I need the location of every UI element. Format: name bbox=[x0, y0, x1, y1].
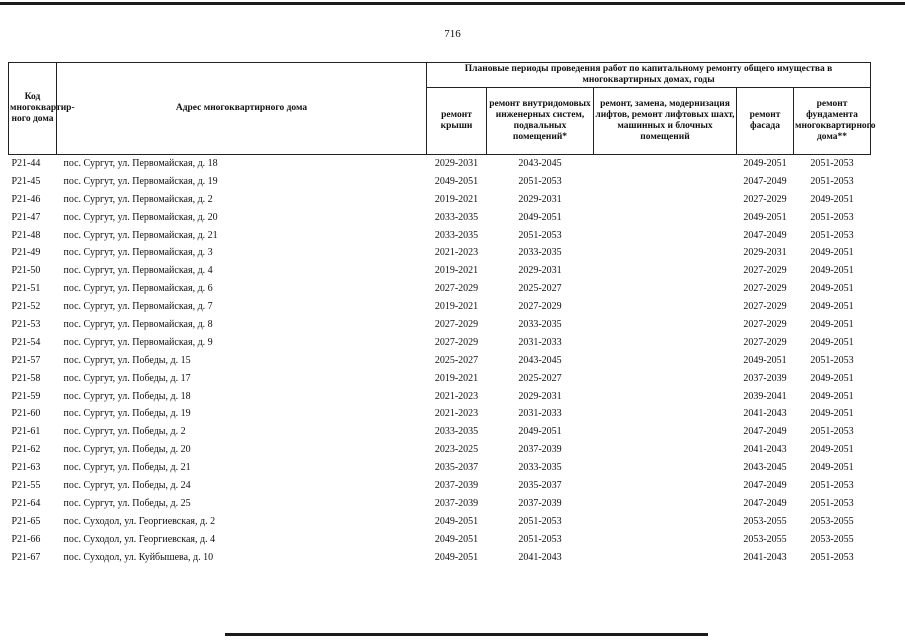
cell-code: Р21-48 bbox=[11, 229, 41, 241]
cell-roof: 2049-2051 bbox=[434, 533, 479, 545]
cell-systems: 2049-2051 bbox=[518, 211, 562, 223]
cell-address: пос. Сургут, ул. Первомайская, д. 3 bbox=[63, 247, 213, 259]
cell-facade: 2039-2041 bbox=[743, 390, 787, 402]
cell-facade: 2053-2055 bbox=[743, 533, 787, 545]
cell-address: пос. Сургут, ул. Первомайская, д. 7 bbox=[63, 301, 213, 313]
cell-roof: 2033-2035 bbox=[434, 229, 479, 241]
cell-foundation: 2049-2051 bbox=[810, 318, 854, 330]
table-row bbox=[9, 352, 871, 370]
cell-roof: 2021-2023 bbox=[434, 247, 479, 259]
cell-facade: 2047-2049 bbox=[743, 175, 787, 187]
cell-systems: 2033-2035 bbox=[518, 247, 562, 259]
cell-address: пос. Сургут, ул. Первомайская, д. 9 bbox=[63, 336, 213, 348]
cell-facade: 2027-2029 bbox=[743, 283, 787, 295]
cell-foundation: 2049-2051 bbox=[810, 408, 854, 420]
cell-roof: 2037-2039 bbox=[434, 497, 479, 509]
cell-code: Р21-64 bbox=[11, 497, 41, 509]
cell-address: пос. Сургут, ул. Победы, д. 21 bbox=[63, 462, 191, 474]
cell-foundation: 2051-2053 bbox=[810, 175, 854, 187]
cell-elevators bbox=[594, 423, 737, 441]
cell-systems: 2031-2033 bbox=[518, 336, 562, 348]
cell-elevators bbox=[594, 155, 737, 173]
cell-foundation: 2049-2051 bbox=[810, 336, 854, 348]
cell-code: Р21-54 bbox=[11, 336, 41, 348]
cell-facade: 2027-2029 bbox=[743, 318, 787, 330]
table-row bbox=[9, 459, 871, 477]
cell-facade: 2037-2039 bbox=[743, 372, 787, 384]
cell-roof: 2029-2031 bbox=[434, 157, 479, 169]
page-number: 716 bbox=[444, 28, 461, 40]
cell-systems: 2035-2037 bbox=[518, 479, 562, 491]
cell-roof: 2023-2025 bbox=[434, 444, 479, 456]
cell-code: Р21-53 bbox=[11, 318, 41, 330]
cell-foundation: 2051-2053 bbox=[810, 229, 854, 241]
cell-systems: 2033-2035 bbox=[518, 462, 562, 474]
cell-elevators bbox=[594, 227, 737, 245]
cell-roof: 2033-2035 bbox=[434, 211, 479, 223]
cell-roof: 2025-2027 bbox=[434, 354, 479, 366]
cell-roof: 2021-2023 bbox=[434, 390, 479, 402]
cell-address: пос. Сургут, ул. Первомайская, д. 18 bbox=[63, 157, 218, 169]
cell-systems: 2051-2053 bbox=[518, 533, 562, 545]
cell-elevators bbox=[594, 262, 737, 280]
cell-elevators bbox=[594, 316, 737, 334]
cell-address: пос. Сургут, ул. Победы, д. 25 bbox=[63, 497, 191, 509]
cell-elevators bbox=[594, 352, 737, 370]
cell-facade: 2043-2045 bbox=[743, 462, 787, 474]
table-row bbox=[9, 173, 871, 191]
cell-facade: 2029-2031 bbox=[743, 247, 787, 259]
cell-code: Р21-46 bbox=[11, 193, 41, 205]
cell-elevators bbox=[594, 280, 737, 298]
table-row bbox=[9, 549, 871, 567]
table-row bbox=[9, 370, 871, 388]
cell-elevators bbox=[594, 191, 737, 209]
cell-facade: 2047-2049 bbox=[743, 426, 787, 438]
cell-address: пос. Сургут, ул. Победы, д. 17 bbox=[63, 372, 191, 384]
table-row bbox=[9, 495, 871, 513]
cell-facade: 2047-2049 bbox=[743, 497, 787, 509]
cell-systems: 2051-2053 bbox=[518, 229, 562, 241]
cell-code: Р21-61 bbox=[11, 426, 41, 438]
cell-systems: 2043-2045 bbox=[518, 157, 562, 169]
cell-code: Р21-67 bbox=[11, 551, 41, 563]
cell-address: пос. Суходол, ул. Куйбышева, д. 10 bbox=[63, 551, 214, 563]
cell-elevators bbox=[594, 209, 737, 227]
cell-code: Р21-50 bbox=[11, 265, 41, 277]
header-address: Адрес многоквартирного дома bbox=[57, 63, 427, 155]
cell-facade: 2041-2043 bbox=[743, 408, 787, 420]
cell-foundation: 2053-2055 bbox=[810, 515, 854, 527]
cell-systems: 2043-2045 bbox=[518, 354, 562, 366]
cell-address: пос. Суходол, ул. Георгиевская, д. 2 bbox=[63, 515, 216, 527]
header-group: Плановые периоды проведения работ по капитальному ремонту общего имущества в многоквартирных домах, годы bbox=[427, 63, 871, 88]
cell-elevators bbox=[594, 531, 737, 549]
cell-systems: 2037-2039 bbox=[518, 497, 562, 509]
cell-elevators bbox=[594, 459, 737, 477]
cell-roof: 2019-2021 bbox=[434, 265, 479, 277]
cell-address: пос. Сургут, ул. Победы, д. 24 bbox=[63, 479, 191, 491]
cell-foundation: 2051-2053 bbox=[810, 157, 854, 169]
table-row bbox=[9, 388, 871, 406]
cell-address: пос. Сургут, ул. Победы, д. 18 bbox=[63, 390, 191, 402]
cell-address: пос. Сургут, ул. Победы, д. 20 bbox=[63, 444, 191, 456]
cell-code: Р21-60 bbox=[11, 408, 41, 420]
cell-facade: 2027-2029 bbox=[743, 336, 787, 348]
cell-elevators bbox=[594, 405, 737, 423]
cell-code: Р21-52 bbox=[11, 301, 41, 313]
cell-address: пос. Сургут, ул. Первомайская, д. 21 bbox=[63, 229, 218, 241]
cell-systems: 2025-2027 bbox=[518, 283, 562, 295]
header-elevators: ремонт, замена, модернизация лифтов, ремонт лифтовых шахт, машинных и блочных помещений bbox=[594, 88, 737, 155]
cell-foundation: 2051-2053 bbox=[810, 497, 854, 509]
cell-address: пос. Сургут, ул. Победы, д. 19 bbox=[63, 408, 191, 420]
cell-foundation: 2049-2051 bbox=[810, 390, 854, 402]
table-row bbox=[9, 244, 871, 262]
cell-systems: 2033-2035 bbox=[518, 318, 562, 330]
cell-roof: 2027-2029 bbox=[434, 336, 479, 348]
header-foundation: ремонт фундамента многоквартирного дома** bbox=[794, 88, 871, 155]
table-row bbox=[9, 405, 871, 423]
table-body bbox=[9, 155, 871, 567]
cell-address: пос. Сургут, ул. Первомайская, д. 8 bbox=[63, 318, 213, 330]
cell-elevators bbox=[594, 334, 737, 352]
cell-roof: 2033-2035 bbox=[434, 426, 479, 438]
table-row bbox=[9, 209, 871, 227]
cell-systems: 2029-2031 bbox=[518, 390, 562, 402]
cell-address: пос. Сургут, ул. Первомайская, д. 20 bbox=[63, 211, 218, 223]
cell-elevators bbox=[594, 441, 737, 459]
cell-elevators bbox=[594, 495, 737, 513]
cell-systems: 2029-2031 bbox=[518, 193, 562, 205]
cell-foundation: 2049-2051 bbox=[810, 301, 854, 313]
cell-code: Р21-55 bbox=[11, 479, 41, 491]
cell-foundation: 2049-2051 bbox=[810, 247, 854, 259]
cell-roof: 2049-2051 bbox=[434, 175, 479, 187]
cell-elevators bbox=[594, 244, 737, 262]
cell-elevators bbox=[594, 370, 737, 388]
cell-code: Р21-59 bbox=[11, 390, 41, 402]
cell-elevators bbox=[594, 388, 737, 406]
bottom-rule bbox=[225, 633, 708, 636]
cell-roof: 2035-2037 bbox=[434, 462, 479, 474]
cell-facade: 2041-2043 bbox=[743, 444, 787, 456]
cell-code: Р21-49 bbox=[11, 247, 41, 259]
cell-foundation: 2049-2051 bbox=[810, 283, 854, 295]
cell-foundation: 2049-2051 bbox=[810, 193, 854, 205]
cell-code: Р21-44 bbox=[11, 157, 41, 169]
cell-foundation: 2049-2051 bbox=[810, 372, 854, 384]
cell-roof: 2027-2029 bbox=[434, 283, 479, 295]
repair-schedule-table bbox=[8, 62, 876, 566]
cell-foundation: 2051-2053 bbox=[810, 354, 854, 366]
cell-code: Р21-51 bbox=[11, 283, 41, 295]
cell-systems: 2051-2053 bbox=[518, 515, 562, 527]
table-row bbox=[9, 280, 871, 298]
cell-foundation: 2049-2051 bbox=[810, 265, 854, 277]
table-row bbox=[9, 477, 871, 495]
top-rule bbox=[0, 2, 905, 5]
cell-elevators bbox=[594, 298, 737, 316]
cell-code: Р21-63 bbox=[11, 462, 41, 474]
table-row bbox=[9, 334, 871, 352]
cell-systems: 2051-2053 bbox=[518, 175, 562, 187]
cell-address: пос. Сургут, ул. Первомайская, д. 6 bbox=[63, 283, 213, 295]
cell-roof: 2037-2039 bbox=[434, 479, 479, 491]
cell-address: пос. Суходол, ул. Георгиевская, д. 4 bbox=[63, 533, 216, 545]
cell-elevators bbox=[594, 173, 737, 191]
cell-code: Р21-45 bbox=[11, 175, 41, 187]
table-row bbox=[9, 191, 871, 209]
header-code: Код многоквартир-ного дома bbox=[9, 63, 57, 155]
table-row bbox=[9, 227, 871, 245]
cell-address: пос. Сургут, ул. Первомайская, д. 2 bbox=[63, 193, 213, 205]
cell-address: пос. Сургут, ул. Первомайская, д. 19 bbox=[63, 175, 218, 187]
header-systems: ремонт внутридомовых инженерных систем, подвальных помещений* bbox=[487, 88, 594, 155]
table-row bbox=[9, 262, 871, 280]
cell-systems: 2029-2031 bbox=[518, 265, 562, 277]
cell-facade: 2049-2051 bbox=[743, 157, 787, 169]
cell-roof: 2049-2051 bbox=[434, 515, 479, 527]
cell-foundation: 2051-2053 bbox=[810, 426, 854, 438]
cell-roof: 2019-2021 bbox=[434, 193, 479, 205]
cell-roof: 2027-2029 bbox=[434, 318, 479, 330]
cell-address: пос. Сургут, ул. Первомайская, д. 4 bbox=[63, 265, 213, 277]
cell-facade: 2047-2049 bbox=[743, 229, 787, 241]
cell-systems: 2049-2051 bbox=[518, 426, 562, 438]
cell-elevators bbox=[594, 477, 737, 495]
table-row bbox=[9, 423, 871, 441]
cell-facade: 2047-2049 bbox=[743, 479, 787, 491]
cell-systems: 2037-2039 bbox=[518, 444, 562, 456]
cell-systems: 2025-2027 bbox=[518, 372, 562, 384]
cell-elevators bbox=[594, 513, 737, 531]
table-row bbox=[9, 441, 871, 459]
cell-facade: 2041-2043 bbox=[743, 551, 787, 563]
cell-facade: 2027-2029 bbox=[743, 193, 787, 205]
cell-facade: 2053-2055 bbox=[743, 515, 787, 527]
cell-address: пос. Сургут, ул. Победы, д. 2 bbox=[63, 426, 186, 438]
cell-roof: 2049-2051 bbox=[434, 551, 479, 563]
table-row bbox=[9, 531, 871, 549]
cell-code: Р21-62 bbox=[11, 444, 41, 456]
cell-foundation: 2051-2053 bbox=[810, 211, 854, 223]
table-row bbox=[9, 316, 871, 334]
cell-code: Р21-65 bbox=[11, 515, 41, 527]
cell-code: Р21-66 bbox=[11, 533, 41, 545]
cell-facade: 2027-2029 bbox=[743, 265, 787, 277]
header-roof: ремонт крыши bbox=[427, 88, 487, 155]
cell-code: Р21-58 bbox=[11, 372, 41, 384]
cell-foundation: 2049-2051 bbox=[810, 444, 854, 456]
cell-roof: 2019-2021 bbox=[434, 301, 479, 313]
cell-facade: 2049-2051 bbox=[743, 354, 787, 366]
cell-elevators bbox=[594, 549, 737, 567]
cell-foundation: 2051-2053 bbox=[810, 551, 854, 563]
cell-facade: 2049-2051 bbox=[743, 211, 787, 223]
cell-roof: 2019-2021 bbox=[434, 372, 479, 384]
cell-foundation: 2053-2055 bbox=[810, 533, 854, 545]
cell-facade: 2027-2029 bbox=[743, 301, 787, 313]
cell-code: Р21-57 bbox=[11, 354, 41, 366]
table-row bbox=[9, 298, 871, 316]
cell-systems: 2041-2043 bbox=[518, 551, 562, 563]
cell-foundation: 2051-2053 bbox=[810, 479, 854, 491]
cell-code: Р21-47 bbox=[11, 211, 41, 223]
table-row bbox=[9, 155, 871, 173]
cell-systems: 2031-2033 bbox=[518, 408, 562, 420]
cell-systems: 2027-2029 bbox=[518, 301, 562, 313]
header-facade: ремонт фасада bbox=[737, 88, 794, 155]
cell-roof: 2021-2023 bbox=[434, 408, 479, 420]
cell-address: пос. Сургут, ул. Победы, д. 15 bbox=[63, 354, 191, 366]
table-row bbox=[9, 513, 871, 531]
cell-foundation: 2049-2051 bbox=[810, 462, 854, 474]
